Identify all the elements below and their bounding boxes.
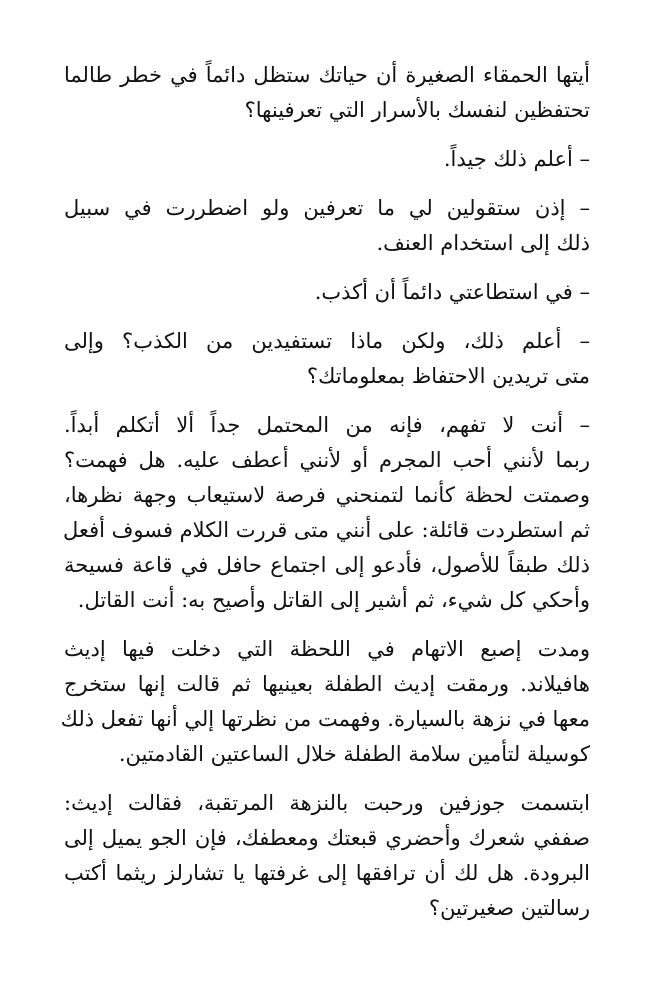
paragraph [64, 324, 590, 394]
text-line: وأحكي كل شيء، ثم أشير إلى القاتل وأصيح به: أنت القاتل. [77, 588, 590, 612]
paragraph [64, 191, 590, 261]
text-line: معها في نزهة بالسيارة. وفهمت من نظرتها إلي أنها تفعل ذلك [60, 707, 590, 731]
text-line: ذلك إلى استخدام العنف. [376, 231, 590, 255]
text-line: أيتها الحمقاء الصغيرة أن حياتك ستظل دائماً في خطر طالما [64, 63, 590, 87]
text-line: ابتسمت جوزفين ورحبت بالنزهة المرتقبة، فقالت إديث: [64, 791, 590, 815]
text-line: وصمتت لحظة كأنما لتمنحني فرصة لاستيعاب وجهة نظرها، [64, 483, 590, 507]
text-line: تحتفظين لنفسك بالأسرار التي تعرفينها؟ [244, 98, 590, 122]
text-line: ربما لأنني أحب المجرم أو لأنني أعطف عليه. هل فهمت؟ [64, 448, 590, 472]
paragraph [64, 408, 590, 618]
text-line: متى تريدين الاحتفاظ بمعلوماتك؟ [306, 364, 590, 388]
text-line: كوسيلة لتأمين سلامة الطفلة خلال الساعتين القادمتين. [118, 742, 590, 766]
book-page-text [60, 58, 590, 940]
paragraph [60, 632, 590, 772]
text-line: – أعلم ذلك، ولكن ماذا تستفيدين من الكذب؟ وإلى [64, 329, 590, 353]
text-line: – أعلم ذلك جيداً. [443, 147, 590, 171]
text-line: – في استطاعتي دائماً أن أكذب. [314, 280, 590, 304]
paragraph [64, 142, 590, 177]
text-line: – أنت لا تفهم، فإنه من المحتمل جداً ألا أتكلم أبداً. [64, 413, 590, 437]
paragraph [64, 275, 590, 310]
text-line: هافيلاند. ورمقت إديث الطفلة بعينيها ثم قالت إنها ستخرج [64, 672, 590, 696]
paragraph [64, 58, 590, 128]
text-line: صففي شعرك وأحضري قبعتك ومعطفك، فإن الجو يميل إلى [64, 826, 590, 850]
text-line: ومدت إصبع الاتهام في اللحظة التي دخلت فيها إديث [64, 637, 590, 661]
text-line: ذلك طبقاً للأصول، فأدعو إلى اجتماع حافل في قاعة فسيحة [64, 553, 590, 577]
text-line: – إذن ستقولين لي ما تعرفين ولو اضطررت في سبيل [64, 196, 590, 220]
text-line: البرودة. هل لك أن ترافقها إلى غرفتها يا تشارلز ريثما أكتب [64, 861, 590, 885]
text-line: ثم استطردت قائلة: على أنني متى قررت الكلام فسوف أفعل [63, 518, 590, 542]
text-line: رسالتين صغيرتين؟ [428, 896, 590, 920]
paragraph [64, 786, 590, 926]
